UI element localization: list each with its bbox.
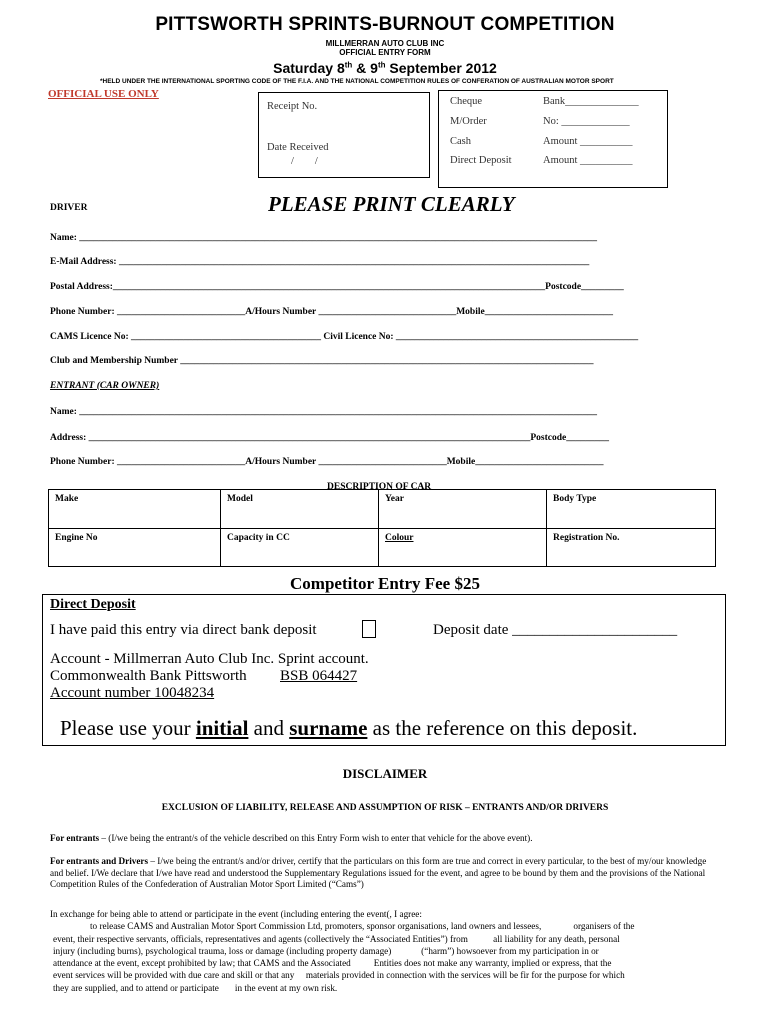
club-name: MILLMERRAN AUTO CLUB INC: [325, 39, 445, 48]
body-type-cell[interactable]: Body Type: [547, 490, 716, 529]
print-clearly-heading: PLEASE PRINT CLEARLY: [268, 192, 515, 216]
payment-method: M/Order: [450, 116, 487, 127]
exchange-line: to release CAMS and Australian Motor Sport Commission Ltd, promoters, sponsor organisations, land owners and lessees, organisers of the: [90, 921, 635, 931]
exchange-line: In exchange for being able to attend or participate in the event (including entering the event(, I agree:: [50, 909, 422, 919]
entrant-address-field[interactable]: Address: _____________________________________________________________________________________________Postcode_________: [50, 433, 610, 443]
direct-deposit-title: Direct Deposit: [50, 597, 136, 612]
payment-detail: No: _____________: [543, 116, 630, 127]
bank-name: Commonwealth Bank Pittsworth: [50, 668, 247, 684]
driver-club-field[interactable]: Club and Membership Number _______________________________________________________________________________________: [50, 356, 594, 366]
entrants-paragraph: For entrants – (I/we being the entrant/s of the vehicle described on this Entry Form wish to enter that vehicle for the above event).: [50, 833, 533, 843]
held-under-note: *HELD UNDER THE INTERNATIONAL SPORTING CODE OF THE F.I.A. AND THE NATIONAL COMPETITION RULES OF CONFERATION OF AUSTRALIAN MOTOR SPORT: [100, 78, 614, 85]
exclusion-heading: EXCLUSION OF LIABILITY, RELEASE AND ASSUMPTION OF RISK – ENTRANTS AND/OR DRIVERS: [161, 803, 609, 813]
colour-cell[interactable]: Colour: [379, 528, 547, 567]
form-title: PITTSWORTH SPRINTS-BURNOUT COMPETITION: [155, 14, 615, 35]
entrant-name-field[interactable]: Name: _____________________________________________________________________________________________________________: [50, 407, 598, 417]
model-cell[interactable]: Model: [221, 490, 379, 529]
disclaimer-title: DISCLAIMER: [342, 766, 428, 781]
payment-detail: Amount __________: [543, 155, 633, 166]
exchange-line: event services will be provided with due care and skill or that any materials provided in connection with the services will be fir for the purpose for which: [53, 970, 625, 980]
car-description-heading: DESCRIPTION OF CAR: [327, 482, 432, 492]
payment-detail: Amount __________: [543, 136, 633, 147]
official-use-label: OFFICIAL USE ONLY: [48, 88, 159, 100]
driver-phone-field[interactable]: Phone Number: ___________________________A/Hours Number _____________________________Mobile___________________________: [50, 307, 613, 317]
exchange-line: event, their respective servants, officials, representatives and agents (collectively the “Associated Entities”) from all liability for any death, personal: [53, 934, 620, 944]
account-number: Account number 10048234: [50, 685, 215, 701]
table-row: [49, 528, 716, 567]
paid-via-deposit-label: I have paid this entry via direct bank deposit: [50, 622, 317, 638]
engine-no-cell[interactable]: Engine No: [49, 528, 221, 567]
driver-postal-field[interactable]: Postal Address:___________________________________________________________________________________________Postcode_________: [50, 282, 624, 292]
year-cell[interactable]: Year: [379, 490, 547, 529]
capacity-cell[interactable]: Capacity in CC: [221, 528, 379, 567]
exchange-line: attendance at the event, except prohibited by law; that CAMS and the Associated Entities does not make any warranty, implied or express, that the: [53, 958, 612, 968]
drivers-paragraph: For entrants and Drivers – I/we being the entrant/s and/or driver, certify that the particulars on this form are true and correct in every particular, to the best of my/our knowledge and belief. I/We declare that I/we have read and understood the Supplementary Regulations issued for the event, and agree to be bound by them and the provisions of the National Competition Rules of the Confederation of Australian Motor Sport Limited (“Cams”): [50, 856, 707, 889]
driver-heading: DRIVER: [50, 203, 88, 213]
driver-name-field[interactable]: Name: _____________________________________________________________________________________________________________: [50, 233, 598, 243]
receipt-no-label: Receipt No.: [267, 101, 318, 112]
deposit-date-field[interactable]: Deposit date ______________________: [433, 622, 678, 638]
make-cell[interactable]: Make: [49, 490, 221, 529]
date-received-label: Date Received: [267, 142, 329, 153]
driver-licence-field[interactable]: CAMS Licence No: ________________________________________ Civil Licence No: ___________________________________________________: [50, 332, 639, 342]
table-row: [49, 490, 716, 529]
receipt-box: [258, 92, 430, 178]
payment-method: Direct Deposit: [450, 155, 512, 166]
paid-checkbox[interactable]: [362, 620, 376, 638]
registration-cell[interactable]: Registration No.: [547, 528, 716, 567]
bsb-number: BSB 064427: [280, 668, 358, 684]
entry-fee-heading: Competitor Entry Fee $25: [290, 574, 480, 593]
entrant-heading: ENTRANT (CAR OWNER): [50, 381, 160, 391]
form-name: OFFICIAL ENTRY FORM: [339, 48, 431, 57]
payment-method: Cash: [450, 136, 471, 147]
payment-box: [438, 90, 668, 188]
date-received-slashes: / /: [291, 156, 318, 167]
reference-instruction: Please use your initial and surname as the reference on this deposit.: [60, 716, 638, 740]
car-description-table: [48, 489, 716, 567]
entrant-phone-field[interactable]: Phone Number: ___________________________A/Hours Number ___________________________Mobile___________________________: [50, 457, 604, 467]
event-date: Saturday 8th & 9th September 2012: [273, 60, 497, 76]
exchange-line: they are supplied, and to attend or participate in the event at my own risk.: [53, 983, 338, 993]
payment-method: Cheque: [450, 96, 483, 107]
payment-detail: Bank______________: [543, 96, 639, 107]
account-name: Account - Millmerran Auto Club Inc. Sprint account.: [50, 651, 369, 667]
exchange-line: injury (including burns), psychological trauma, loss or damage (including property damage) (“harm”) howsoever from my participation in or: [53, 946, 599, 956]
driver-email-field[interactable]: E-Mail Address: ___________________________________________________________________________________________________: [50, 257, 590, 267]
